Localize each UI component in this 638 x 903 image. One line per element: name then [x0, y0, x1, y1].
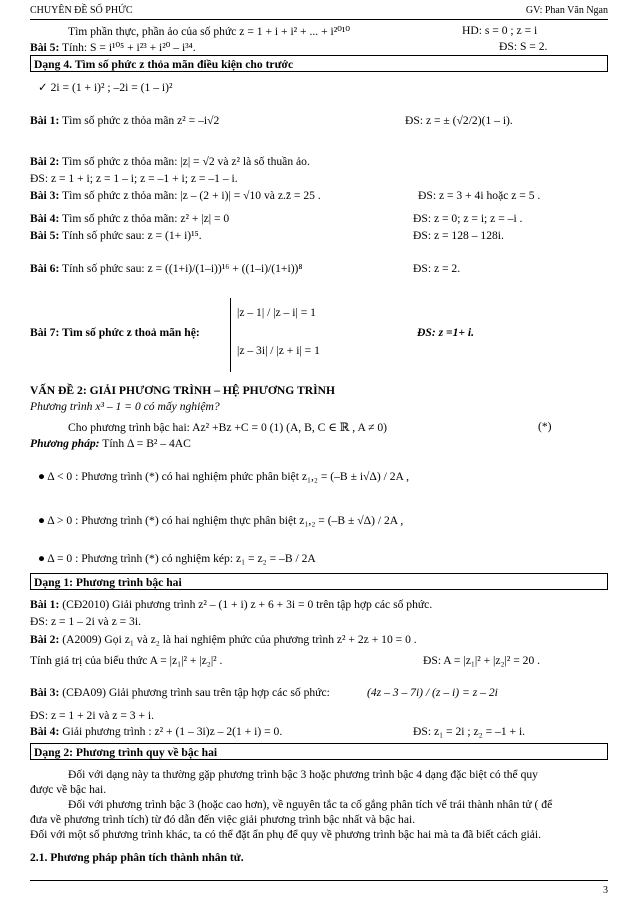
header-right: GV: Phan Văn Ngan: [525, 5, 608, 16]
footer-rule: [30, 880, 608, 881]
star-mark: (*): [538, 420, 552, 433]
b2-label: Bài 2:: [30, 155, 60, 168]
section-dang1: Dạng 1: Phương trình bậc hai: [30, 573, 608, 590]
vande2-title: VẤN ĐỀ 2: GIẢI PHƯƠNG TRÌNH – HỆ PHƯƠNG TRÌNH: [30, 384, 335, 397]
bullet-3: ● Δ = 0 : Phương trình (*) có nghiệm kép: z₁ = z₂ = –B / 2A: [38, 552, 316, 565]
b3-label: Bài 3:: [30, 189, 60, 202]
system-eq1: |z – 1| / |z – i| = 1: [237, 306, 316, 319]
d1b2-answer: ĐS: A = |z₁|² + |z₂|² = 20 .: [423, 654, 541, 667]
d1b1: [30, 598, 432, 611]
d1b3: [30, 686, 330, 699]
d1b1-text: (CĐ2010) Giải phương trình z² – (1 + i) z + 6 + 3i = 0 trên tập hợp các số phức.: [62, 598, 433, 611]
b6: [30, 262, 302, 275]
b3-answer: ĐS: z = 3 + 4i hoặc z = 5 .: [418, 189, 541, 202]
d1b1-ds: ĐS: z = 1 – 2i và z = 3i.: [30, 615, 141, 628]
bachai-text: Cho phương trình bậc hai: Az² +Bz +C = 0 (1) (A, B, C ∈ ℝ , A ≠ 0): [68, 421, 387, 434]
page-header: [30, 5, 608, 19]
b6-label: Bài 6:: [30, 262, 60, 275]
para2b: đưa về phương trình tích) từ đó dẫn đến việc giải phương trình bậc nhất và bậc hai.: [30, 813, 416, 826]
b2-text: Tìm số phức z thỏa mãn: |z| = √2 và z² là số thuần ảo.: [62, 155, 310, 168]
bullet-1: ● Δ < 0 : Phương trình (*) có hai nghiệm phức phân biệt z₁,₂ = (–B ± i√Δ) / 2A ,: [38, 470, 410, 483]
b7-system: [230, 298, 320, 372]
b2: [30, 155, 310, 168]
b6-frac2: ((1–i)/(1+i))⁸: [241, 262, 303, 275]
b7-answer: ĐS: z =1+ i.: [417, 326, 475, 339]
d1b3-equation: (4z – 3 – 7i) / (z – i) = z – 2i: [367, 686, 498, 699]
para1: Đối với dạng này ta thường gặp phương trình bậc 3 hoặc phương trình bậc 4 dạng đặc biệt có thể quy: [68, 768, 538, 781]
b1-label: Bài 1:: [30, 114, 60, 127]
d1b2-b: Tính giá trị của biểu thức A = |z₁|² + |z₂|² .: [30, 654, 223, 667]
d1b2-text: (A2009) Gọi z₁ và z₂ là hai nghiệm phức của phương trình z² + 2z + 10 = 0 .: [62, 633, 417, 646]
b1-text: Tìm số phức z thỏa mãn z² = –i√2: [62, 114, 220, 127]
bullet-3-text: Δ = 0 : Phương trình (*) có nghiệm kép: z₁ = z₂ = –B / 2A: [47, 552, 316, 565]
para2: Đối với phương trình bậc 3 (hoặc cao hơn), về nguyên tắc ta cố gắng phân tích vế trái thành nhân tử ( để: [68, 798, 553, 811]
b4: [30, 212, 229, 225]
system-eq2: |z – 3i| / |z + i| = 1: [237, 344, 320, 357]
check-line: ✓ 2i = (1 + i)² ; –2i = (1 – i)²: [38, 81, 173, 94]
b3: [30, 189, 321, 202]
b7-label: Bài 7: Tìm số phức z thoả mãn hệ:: [30, 326, 200, 339]
b3-text: Tìm số phức z thỏa mãn: |z – (2 + i)| = √10 và z.z̄ = 25 .: [62, 189, 321, 202]
bullet-1-text: Δ < 0 : Phương trình (*) có hai nghiệm phức phân biệt z₁,₂ = (–B ± i√Δ) / 2A ,: [47, 470, 410, 483]
section-dang2: Dạng 2: Phương trình quy về bậc hai: [30, 743, 608, 760]
l1-answer: HD: s = 0 ; z = i: [462, 24, 538, 37]
header-rule: [30, 19, 608, 20]
para3: Đối với một số phương trình khác, ta có thể đặt ẩn phụ để quy về phương trình bậc hai mà ta đã biết cách giải.: [30, 828, 542, 841]
b6-frac1: ((1+i)/(1–i))¹⁶: [165, 262, 230, 275]
d1b3-ds: ĐS: z = 1 + 2i và z = 3 + i.: [30, 709, 155, 722]
section-2-1: 2.1. Phương pháp phân tích thành nhân tử.: [30, 851, 244, 864]
d1b2-label: Bài 2:: [30, 633, 60, 646]
d1b3-text: (CĐA09) Giải phương trình sau trên tập hợp các số phức:: [62, 686, 330, 699]
b4-answer: ĐS: z = 0; z = i; z = –i .: [413, 212, 523, 225]
d1b4-answer: ĐS: z₁ = 2i ; z₂ = –1 + i.: [413, 725, 526, 738]
vande2-question: Phương trình x³ – 1 = 0 có mấy nghiệm?: [30, 400, 220, 413]
l1-text: Tìm phần thực, phần ảo của số phức z = 1 + i + i² + ... + i²⁰¹⁰: [68, 25, 350, 38]
d1b4-label: Bài 4:: [30, 725, 60, 738]
b2-ds: ĐS: z = 1 + i; z = 1 – i; z = –1 + i; z = –1 – i.: [30, 172, 238, 185]
ppl: [30, 437, 191, 450]
page-number: 3: [603, 885, 608, 896]
b5: [30, 229, 202, 242]
bai5a-answer: ĐS: S = 2.: [499, 40, 548, 53]
ppl-label: Phương pháp:: [30, 437, 100, 450]
d1b2: [30, 633, 417, 646]
ppl-text: Tính Δ = B² – 4AC: [102, 437, 191, 450]
b7: [30, 326, 200, 339]
header-left: CHUYÊN ĐỀ SỐ PHỨC: [30, 5, 133, 16]
d1b3-label: Bài 3:: [30, 686, 60, 699]
para1b: được về bậc hai.: [30, 783, 107, 796]
bullet-2-text: Δ > 0 : Phương trình (*) có hai nghiệm thực phân biệt z₁,₂ = (–B ± √Δ) / 2A ,: [47, 514, 404, 527]
d1b1-label: Bài 1:: [30, 598, 60, 611]
d1b4: [30, 725, 282, 738]
b4-label: Bài 4:: [30, 212, 60, 225]
d1b4-text: Giải phương trình : z² + (1 – 3i)z – 2(1 + i) = 0.: [62, 725, 283, 738]
b6-answer: ĐS: z = 2.: [413, 262, 461, 275]
bai5a: [30, 40, 196, 54]
b1: [30, 114, 219, 127]
section-dang4: Dạng 4. Tìm số phức z thỏa mãn điều kiện cho trước: [30, 55, 608, 72]
b5-text: Tính số phức sau: z = (1+ i)¹⁵.: [62, 229, 202, 242]
b6-plus: +: [232, 262, 239, 275]
bai5a-label: Bài 5:: [30, 41, 60, 54]
bullet-2: ● Δ > 0 : Phương trình (*) có hai nghiệm thực phân biệt z₁,₂ = (–B ± √Δ) / 2A ,: [38, 514, 404, 527]
b1-answer: ĐS: z = ± (√2/2)(1 – i).: [405, 114, 513, 127]
b5-answer: ĐS: z = 128 – 128i.: [413, 229, 504, 242]
b4-text: Tìm số phức z thỏa mãn: z² + |z| = 0: [62, 212, 230, 225]
bai5a-text: Tính: S = i¹⁰⁵ + i²³ + i²⁰ – i³⁴.: [62, 41, 196, 54]
b5-label: Bài 5:: [30, 229, 60, 242]
b6-text: Tính số phức sau: z =: [62, 262, 163, 275]
